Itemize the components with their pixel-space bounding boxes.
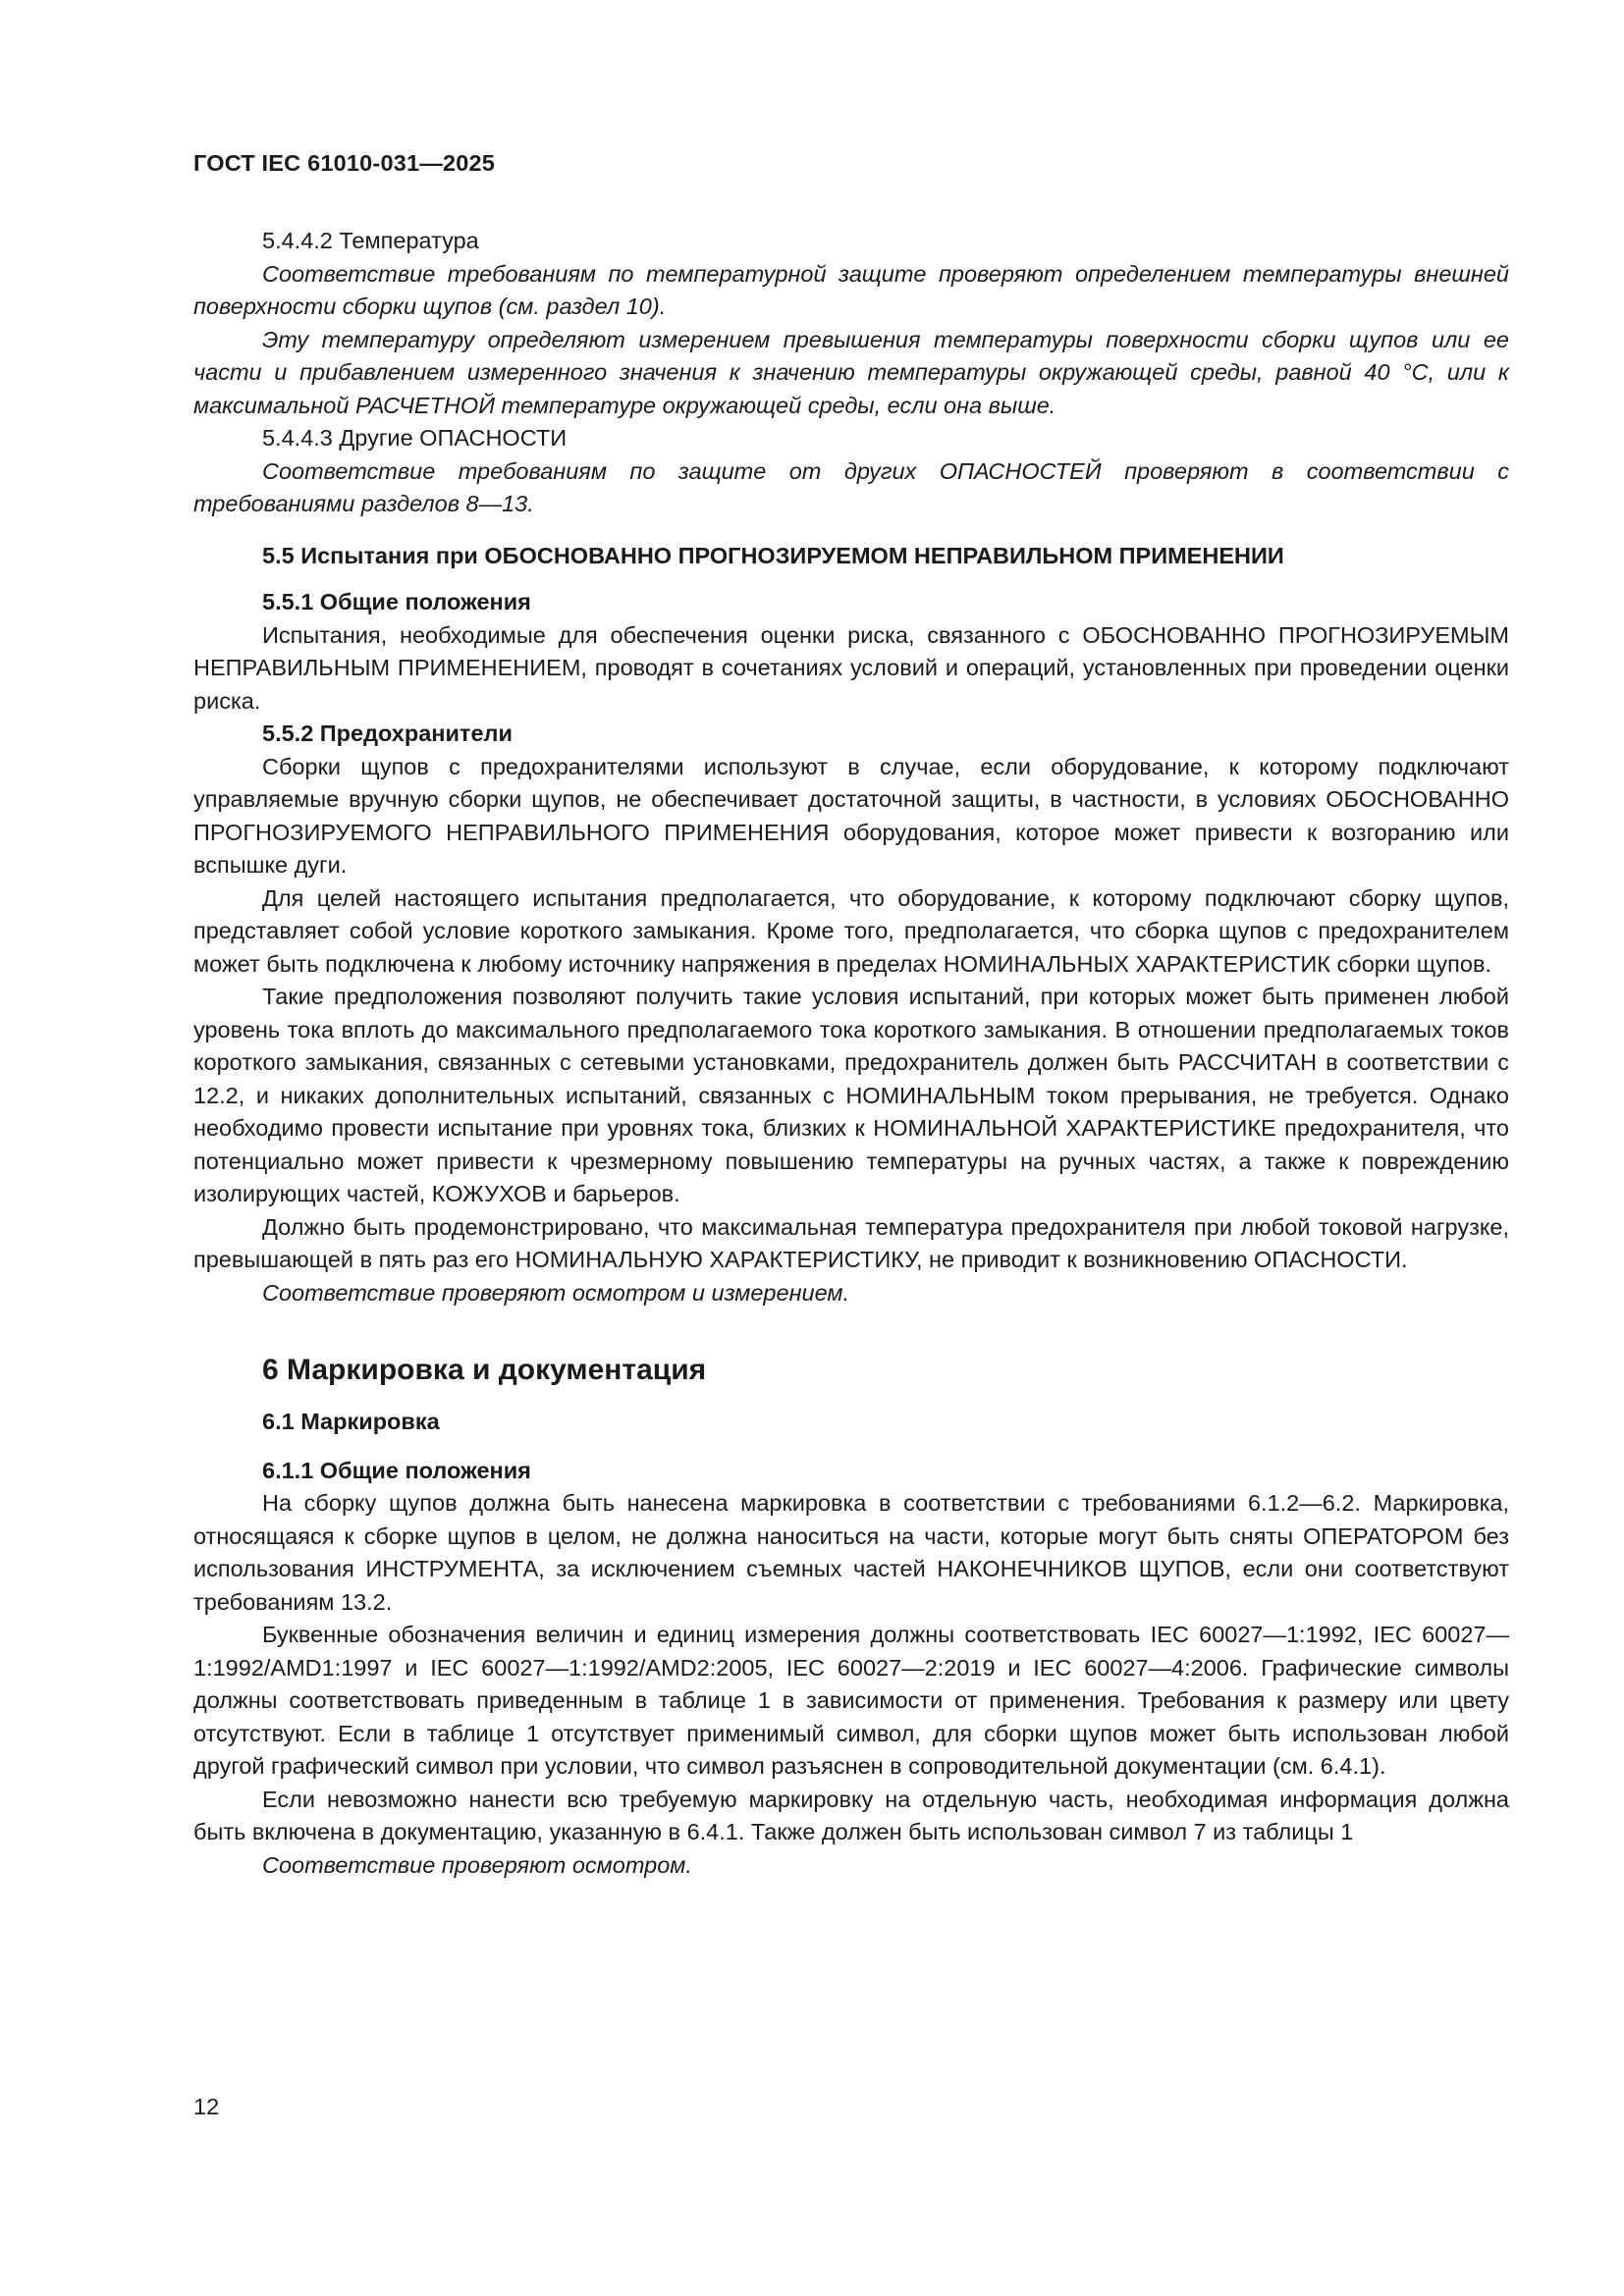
- clause-6-1-1-heading: 6.1.1 Общие положения: [262, 1457, 531, 1483]
- page-number: 12: [193, 2094, 220, 2119]
- clause-5-4-4-2-heading: 5.4.4.2 Температура: [262, 228, 479, 253]
- compliance-note: Соответствие проверяют осмотром и измерением.: [262, 1279, 850, 1306]
- compliance-note: Соответствие проверяют осмотром.: [262, 1851, 692, 1878]
- compliance-note: Соответствие требованиям по защите от других ОПАСНОСТЕЙ проверяют в соответствии с требованиями разделов 8—13.: [193, 457, 1509, 516]
- compliance-note: Эту температуру определяют измерением превышения температуры поверхности сборки щупов или ее части и прибавлением измеренного значения к значению температуры окружающей среды, равной 40 °C, или к максимальной РАСЧЕТНОЙ температуре окружающей среды, если она выше.: [193, 326, 1509, 418]
- clause-5-5-1-heading: 5.5.1 Общие положения: [262, 589, 531, 614]
- paragraph: На сборку щупов должна быть нанесена маркировка в соответствии с требованиями 6.1.2—6.2. Маркировка, относящаяся к сборке щупов в целом, не должна наноситься на части, которые могут быть сняты ОПЕРАТОРОМ без использования ИНСТРУМЕНТА, за исключением съемных частей НАКОНЕЧНИКОВ ЩУПОВ, если они соответствуют требованиям 13.2.: [193, 1490, 1509, 1615]
- paragraph: Должно быть продемонстрировано, что максимальная температура предохранителя при любой токовой нагрузке, превышающей в пять раз его НОМИНАЛЬНУЮ ХАРАКТЕРИСТИКУ, не приводит к возникновению ОПАСНОСТИ.: [193, 1213, 1509, 1272]
- document-body: [193, 225, 1509, 1882]
- clause-5-4-4-3-heading: 5.4.4.3 Другие ОПАСНОСТИ: [262, 425, 568, 451]
- standard-header: ГОСТ IEC 61010-031—2025: [193, 150, 496, 176]
- clause-5-5-2-heading: 5.5.2 Предохранители: [262, 721, 513, 746]
- section-5-5-heading: 5.5 Испытания при ОБОСНОВАННО ПРОГНОЗИРУЕМОМ НЕПРАВИЛЬНОМ ПРИМЕНЕНИИ: [262, 542, 1284, 568]
- paragraph: Буквенные обозначения величин и единиц измерения должны соответствовать IEC 60027—1:1992, IEC 60027—1:1992/AMD1:1997 и IEC 60027—1:1992/AMD2:2005, IEC 60027—2:2019 и IEC 60027—4:2006. Графические символы должны соответствовать приведенным в таблице 1 в зависимости от применения. Требования к размеру или цвету отсутствуют. Если в таблице 1 отсутствует применимый символ, для сборки щупов может быть использован любой другой графический символ при условии, что символ разъяснен в сопроводительной документации (см. 6.4.1).: [193, 1622, 1509, 1779]
- paragraph: Сборки щупов с предохранителями используют в случае, если оборудование, к которому подключают управляемые вручную сборки щупов, не обеспечивает достаточной защиты, в частности, в условиях ОБОСНОВАННО ПРОГНОЗИРУЕМОГО НЕПРАВИЛЬНОГО ПРИМЕНЕНИЯ оборудования, которое может привести к возгоранию или вспышке дуги.: [193, 753, 1509, 878]
- paragraph: Если невозможно нанести всю требуемую маркировку на отдельную часть, необходимая информация должна быть включена в документацию, указанную в 6.4.1. Также должен быть использован символ 7 из таблицы 1: [193, 1786, 1509, 1844]
- section-6-1-heading: 6.1 Маркировка: [262, 1409, 440, 1434]
- section-6-heading: 6 Маркировка и документация: [262, 1354, 707, 1386]
- compliance-note: Соответствие требованиям по температурной защите проверяют определением температуры внешней поверхности сборки щупов (см. раздел 10).: [193, 260, 1509, 319]
- paragraph: Такие предположения позволяют получить такие условия испытаний, при которых может быть применен любой уровень тока вплоть до максимального предполагаемого тока короткого замыкания. В отношении предполагаемых токов короткого замыкания, связанных с сетевыми установками, предохранитель должен быть РАССЧИТАН в соответствии с 12.2, и никаких дополнительных испытаний, связанных с НОМИНАЛЬНЫМ током прерывания, не требуется. Однако необходимо провести испытание при уровнях тока, близких к НОМИНАЛЬНОЙ ХАРАКТЕРИСТИКЕ предохранителя, что потенциально может привести к чрезмерному повышению температуры на ручных частях, а также к повреждению изолирующих частей, КОЖУХОВ и барьеров.: [193, 984, 1509, 1206]
- paragraph: Испытания, необходимые для обеспечения оценки риска, связанного с ОБОСНОВАННО ПРОГНОЗИРУЕМЫМ НЕПРАВИЛЬНЫМ ПРИМЕНЕНИЕМ, проводят в сочетаниях условий и операций, установленных при проведении оценки риска.: [193, 621, 1509, 714]
- paragraph: Для целей настоящего испытания предполагается, что оборудование, к которому подключают сборку щупов, представляет собой условие короткого замыкания. Кроме того, предполагается, что сборка щупов с предохранителем может быть подключена к любому источнику напряжения в пределах НОМИНАЛЬНЫХ ХАРАКТЕРИСТИК сборки щупов.: [193, 884, 1509, 977]
